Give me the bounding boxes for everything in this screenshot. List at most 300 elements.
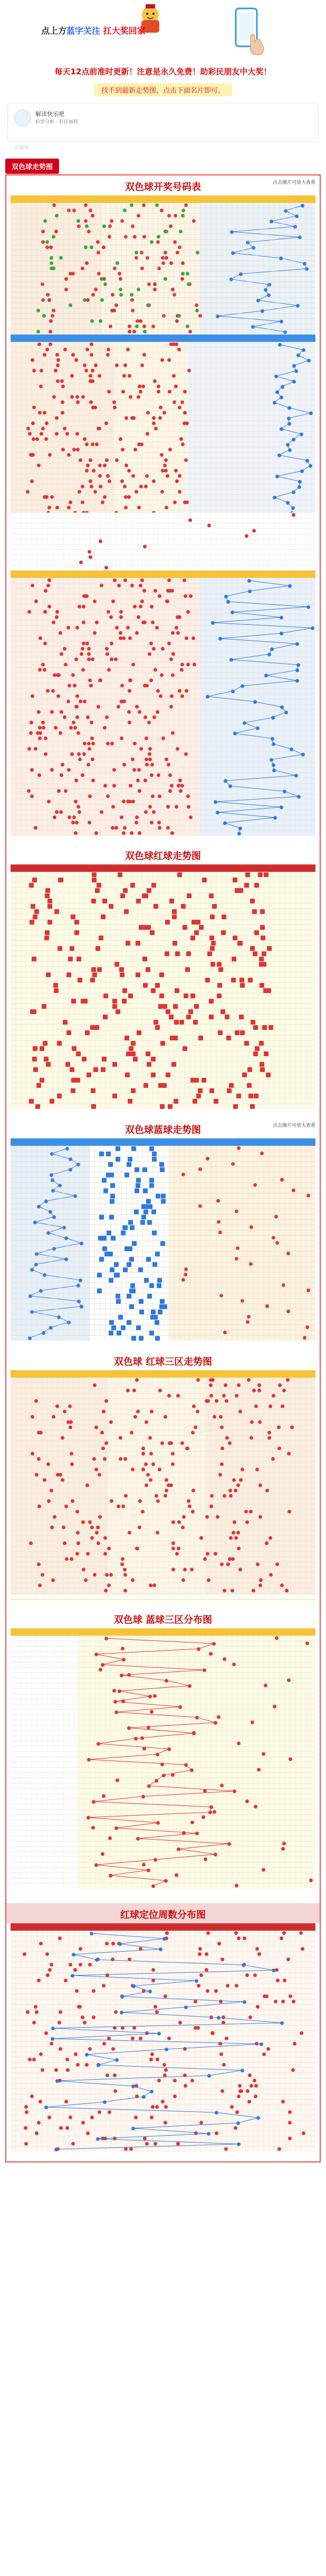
number-ball <box>141 1510 145 1513</box>
number-ball <box>119 967 124 972</box>
number-ball <box>146 1199 151 1204</box>
number-ball <box>199 1536 203 1540</box>
number-ball <box>130 1225 135 1230</box>
number-ball <box>301 753 305 756</box>
number-ball <box>75 1078 80 1083</box>
number-ball <box>42 1004 46 1009</box>
number-ball <box>44 936 49 940</box>
number-ball <box>113 1700 117 1704</box>
number-ball <box>40 1078 44 1083</box>
number-ball <box>69 303 72 307</box>
number-ball <box>160 1441 164 1445</box>
number-ball <box>85 1030 90 1035</box>
number-ball <box>136 941 140 946</box>
number-ball <box>40 1046 44 1051</box>
number-ball <box>172 909 177 914</box>
number-ball <box>277 1425 281 1429</box>
number-ball <box>233 1104 238 1109</box>
number-ball <box>72 1046 76 1051</box>
number-ball <box>305 459 309 463</box>
number-ball <box>101 1067 106 1072</box>
number-ball <box>154 904 158 909</box>
number-ball <box>190 1768 194 1772</box>
number-ball <box>161 1199 166 1204</box>
number-ball <box>174 1099 178 1104</box>
number-ball <box>292 364 296 368</box>
chart-title: 双色球红球走势图 <box>125 851 201 862</box>
number-ball <box>142 925 147 930</box>
number-ball <box>273 401 276 405</box>
number-ball <box>124 1173 129 1177</box>
number-ball <box>146 1257 151 1262</box>
number-ball <box>87 1758 91 1762</box>
number-ball <box>63 1541 66 1545</box>
number-ball <box>275 1562 279 1566</box>
number-ball <box>135 1188 139 1193</box>
number-ball <box>239 1478 243 1482</box>
number-ball <box>111 1236 116 1241</box>
number-ball <box>265 1541 269 1545</box>
number-ball <box>215 2111 218 2115</box>
number-ball <box>84 1578 88 1582</box>
number-ball <box>34 909 39 914</box>
number-ball <box>167 1747 171 1751</box>
number-ball <box>209 1383 213 1387</box>
number-ball <box>164 1494 167 1498</box>
number-ball <box>150 1410 154 1413</box>
chart-title: 双色球 蓝球三区分布图 <box>113 1615 213 1626</box>
number-ball <box>149 1478 152 1482</box>
number-ball <box>157 235 160 239</box>
number-ball <box>45 930 50 935</box>
number-ball <box>309 464 312 468</box>
number-ball <box>97 1541 100 1545</box>
grid-lines <box>11 513 315 571</box>
number-ball <box>253 1051 258 1056</box>
number-ball <box>99 539 102 543</box>
stats-row <box>11 1599 315 1605</box>
number-ball <box>109 1173 114 1177</box>
number-ball <box>143 545 147 548</box>
number-ball <box>69 1420 73 1424</box>
number-ball <box>217 962 222 967</box>
number-ball <box>272 742 275 746</box>
number-ball <box>267 1436 271 1440</box>
number-ball <box>130 203 133 207</box>
number-ball <box>102 224 106 228</box>
number-ball <box>190 936 195 940</box>
number-ball <box>71 999 76 1004</box>
number-ball <box>288 584 292 588</box>
number-ball <box>202 1078 206 1083</box>
number-ball <box>33 1046 37 1051</box>
number-ball <box>50 267 53 270</box>
number-ball <box>90 245 93 249</box>
number-ball <box>136 1183 140 1188</box>
number-ball <box>116 1157 120 1162</box>
number-ball <box>31 904 35 909</box>
number-ball <box>260 909 265 914</box>
number-ball <box>245 534 248 538</box>
number-ball <box>216 1515 219 1519</box>
number-ball <box>123 888 128 893</box>
number-ball <box>160 1299 165 1304</box>
chart-red-trend <box>6 844 320 1118</box>
number-ball <box>103 282 107 286</box>
chart-title: 双色球开奖号码表 <box>125 182 201 193</box>
number-ball <box>193 1099 197 1104</box>
number-ball <box>74 920 79 925</box>
number-ball <box>130 1431 133 1434</box>
number-ball <box>123 1225 128 1230</box>
number-ball <box>238 1568 242 1571</box>
number-ball <box>196 1094 201 1098</box>
number-ball <box>104 1589 108 1592</box>
number-ball <box>147 1294 152 1299</box>
number-ball <box>116 1009 120 1014</box>
number-ball <box>217 994 222 998</box>
number-ball <box>171 1547 175 1550</box>
number-ball <box>278 1383 282 1387</box>
number-ball <box>141 1795 145 1798</box>
number-ball <box>136 899 141 903</box>
trend-line <box>11 1931 315 2152</box>
number-ball <box>174 1020 179 1025</box>
number-ball <box>191 1489 195 1492</box>
number-ball <box>51 2027 55 2030</box>
number-ball <box>51 1578 55 1582</box>
number-ball <box>126 1389 130 1392</box>
number-ball <box>35 1473 39 1477</box>
number-ball <box>179 1020 184 1025</box>
number-ball <box>128 1157 132 1162</box>
number-ball <box>211 621 215 625</box>
number-ball <box>123 1568 127 1571</box>
number-ball <box>188 1505 191 1508</box>
number-ball <box>106 1152 111 1156</box>
number-ball <box>70 1557 73 1561</box>
number-ball <box>175 951 180 956</box>
number-ball <box>247 1083 252 1088</box>
number-ball <box>209 1805 213 1809</box>
number-ball <box>271 1457 275 1461</box>
number-ball <box>131 1146 136 1151</box>
number-ball <box>191 1510 195 1513</box>
number-ball <box>233 1790 236 1793</box>
number-ball <box>138 1526 141 1529</box>
number-ball <box>186 272 189 276</box>
number-ball <box>114 962 119 967</box>
number-ball <box>259 957 264 961</box>
number-ball <box>141 1447 145 1450</box>
number-ball <box>165 1489 168 1492</box>
number-ball <box>236 1483 240 1487</box>
number-ball <box>280 616 283 620</box>
number-ball <box>231 1557 235 1561</box>
number-ball <box>69 1425 72 1429</box>
number-ball <box>94 1025 99 1030</box>
trend-grid <box>11 1138 315 1341</box>
number-ball <box>164 1879 168 1883</box>
number-ball <box>53 1515 56 1519</box>
number-ball <box>131 2127 135 2130</box>
number-ball <box>155 983 160 988</box>
number-ball <box>102 1410 106 1413</box>
number-ball <box>181 209 185 212</box>
number-ball <box>222 1394 226 1398</box>
number-ball <box>212 904 217 909</box>
number-ball <box>123 1267 128 1272</box>
number-ball <box>233 878 237 882</box>
number-ball <box>194 1425 197 1429</box>
number-ball <box>280 396 283 399</box>
number-ball <box>132 1389 136 1392</box>
number-ball <box>181 1578 185 1582</box>
number-ball <box>180 1441 184 1445</box>
number-ball <box>160 1104 165 1109</box>
number-ball <box>149 1452 153 1456</box>
number-ball <box>154 1858 157 1862</box>
number-ball <box>209 999 214 1004</box>
number-ball <box>157 1283 161 1288</box>
grid-body <box>11 872 315 1109</box>
number-ball <box>41 1573 44 1577</box>
grid-lines <box>11 203 315 335</box>
number-ball <box>75 1510 79 1513</box>
number-ball <box>259 1041 264 1046</box>
number-ball <box>128 1220 133 1225</box>
number-ball <box>181 1526 185 1529</box>
number-ball <box>169 899 174 903</box>
number-ball <box>47 1499 51 1503</box>
number-ball <box>247 579 251 583</box>
number-ball <box>119 293 123 297</box>
number-ball <box>207 2132 210 2136</box>
stats-row <box>11 1594 315 1599</box>
banner-prefix: 点上方 <box>41 26 67 36</box>
number-ball <box>290 748 293 751</box>
number-ball <box>115 1273 120 1277</box>
number-ball <box>61 1478 64 1482</box>
number-ball <box>207 2074 211 2078</box>
number-ball <box>192 1732 196 1735</box>
number-ball <box>128 994 133 998</box>
number-ball <box>71 1088 75 1093</box>
number-ball <box>261 936 265 940</box>
number-ball <box>254 1094 258 1098</box>
number-ball <box>258 1515 262 1519</box>
number-ball <box>188 518 192 522</box>
number-ball <box>100 277 103 281</box>
number-ball <box>218 1030 223 1035</box>
number-ball <box>162 1004 167 1009</box>
number-ball <box>149 1183 154 1188</box>
number-ball <box>51 2037 54 2041</box>
number-ball <box>254 1404 258 1408</box>
number-ball <box>103 1457 107 1461</box>
number-ball <box>110 1199 114 1204</box>
number-ball <box>177 1547 180 1550</box>
number-ball <box>150 930 155 935</box>
number-ball <box>92 1457 96 1461</box>
number-ball <box>104 1252 109 1256</box>
number-ball <box>95 888 100 893</box>
number-ball <box>272 1969 275 1972</box>
number-ball <box>297 795 301 799</box>
number-ball <box>108 1162 113 1167</box>
number-ball <box>124 1494 128 1498</box>
number-ball <box>238 888 243 893</box>
number-ball <box>110 1499 113 1503</box>
number-ball <box>209 1505 213 1508</box>
number-ball <box>172 915 177 919</box>
number-ball <box>130 1283 135 1288</box>
number-ball <box>103 1188 108 1193</box>
number-ball <box>198 1036 203 1040</box>
number-ball <box>253 1025 258 1030</box>
number-ball <box>93 1573 97 1577</box>
number-ball <box>135 251 138 254</box>
number-ball <box>97 1742 100 1746</box>
number-ball <box>188 1009 193 1014</box>
number-ball <box>109 904 113 909</box>
number-ball <box>231 1589 234 1592</box>
number-ball <box>116 261 119 265</box>
number-ball <box>264 674 268 677</box>
number-ball <box>194 1004 199 1009</box>
number-ball <box>92 872 97 877</box>
number-ball <box>184 1763 188 1767</box>
number-ball <box>232 1478 236 1482</box>
banner-highlight[interactable]: 蓝字关注 <box>66 26 101 36</box>
number-ball <box>208 1811 212 1814</box>
number-ball <box>214 800 217 804</box>
number-ball <box>92 972 97 977</box>
number-ball <box>109 1331 113 1335</box>
grid-header <box>11 864 315 872</box>
number-ball <box>155 1779 158 1783</box>
number-ball <box>196 1410 199 1413</box>
number-ball <box>141 1204 146 1209</box>
number-ball <box>109 1420 113 1424</box>
number-ball <box>99 936 103 940</box>
number-ball <box>116 1146 120 1151</box>
number-ball <box>156 1499 160 1503</box>
number-ball <box>57 946 62 951</box>
number-ball <box>35 1104 40 1109</box>
number-ball <box>165 2048 168 2051</box>
number-ball <box>76 219 80 223</box>
number-ball <box>30 920 34 925</box>
grid-header <box>11 1138 315 1146</box>
chart-title: 双色球蓝球走势图 <box>125 1125 201 1136</box>
number-ball <box>59 256 63 260</box>
number-ball <box>252 909 257 914</box>
number-ball <box>109 1874 112 1877</box>
number-ball <box>136 1410 140 1413</box>
number-ball <box>258 1420 262 1424</box>
number-ball <box>197 1647 200 1651</box>
number-ball <box>272 769 276 772</box>
number-ball <box>190 1568 194 1571</box>
number-ball <box>209 1015 214 1019</box>
number-ball <box>102 1178 107 1183</box>
number-ball <box>91 1088 95 1093</box>
number-ball <box>70 946 74 951</box>
account-name: 解读快乐吧 <box>35 111 64 117</box>
number-ball <box>146 967 150 972</box>
number-ball <box>131 2085 135 2088</box>
number-ball <box>135 1547 139 1550</box>
number-ball <box>187 282 190 286</box>
number-ball <box>141 1452 145 1456</box>
number-ball <box>129 1304 134 1309</box>
number-ball <box>96 2137 100 2141</box>
number-ball <box>131 1468 135 1471</box>
number-ball <box>165 1679 168 1683</box>
number-ball <box>42 314 46 318</box>
account-card[interactable] <box>7 103 319 151</box>
number-ball <box>296 353 300 357</box>
number-ball <box>241 1468 244 1471</box>
notice-hint: 找不到最新走势图，点击下面名片即可。 <box>94 83 232 96</box>
number-ball <box>143 1083 148 1088</box>
number-ball <box>298 480 302 484</box>
number-ball <box>128 1531 131 1535</box>
number-ball <box>32 1057 37 1061</box>
number-ball <box>172 941 177 946</box>
number-ball <box>155 1252 160 1256</box>
number-ball <box>34 1399 38 1403</box>
number-ball <box>112 1004 117 1009</box>
notice <box>0 66 326 96</box>
number-ball <box>99 1152 104 1156</box>
number-ball <box>292 490 295 494</box>
number-ball <box>100 1431 104 1434</box>
number-ball <box>228 784 232 788</box>
number-ball <box>269 1573 273 1577</box>
number-ball <box>132 1984 136 1988</box>
number-ball <box>241 684 244 688</box>
number-ball <box>283 790 286 793</box>
number-ball <box>214 1721 217 1725</box>
number-ball <box>188 1684 191 1688</box>
number-ball <box>165 230 168 233</box>
number-ball <box>298 485 301 489</box>
number-ball <box>267 946 272 951</box>
number-ball <box>119 1457 122 1461</box>
number-ball <box>223 821 227 825</box>
number-ball <box>82 1057 87 1061</box>
number-ball <box>155 203 159 207</box>
number-ball <box>192 1404 196 1408</box>
chart-subtitle: 点击图片可放大查看 <box>272 1123 315 1128</box>
number-ball <box>142 2095 146 2099</box>
number-ball <box>161 1194 166 1198</box>
number-ball <box>114 1710 118 1714</box>
chart-red-blue-combined <box>6 513 320 844</box>
number-ball <box>253 700 257 704</box>
number-ball <box>76 957 81 961</box>
number-ball <box>118 1942 122 1946</box>
chart-title: 红球定位周数分布图 <box>6 1903 320 1923</box>
number-ball <box>29 1541 33 1545</box>
number-ball <box>76 1531 80 1535</box>
number-ball <box>169 1441 173 1445</box>
number-ball <box>205 1515 209 1519</box>
number-ball <box>250 1420 254 1424</box>
number-ball <box>300 469 304 473</box>
